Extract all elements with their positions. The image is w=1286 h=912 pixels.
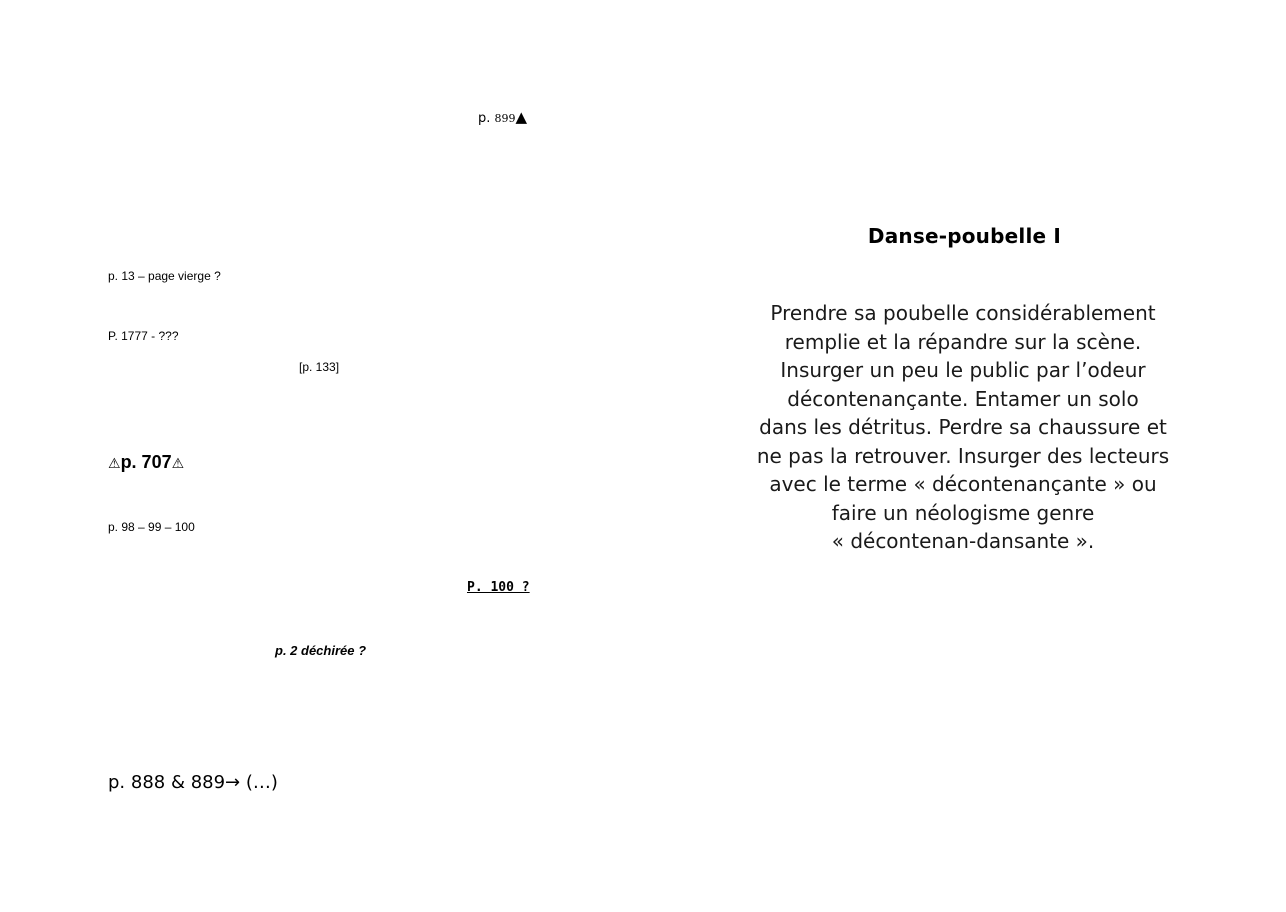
poem-title: Danse-poubelle I xyxy=(867,224,1062,248)
note-page-707 xyxy=(108,452,184,474)
right-page xyxy=(643,0,1286,912)
poem-line: « décontenan-dansante ». xyxy=(831,529,1095,553)
note-page-707-text: p. 707 xyxy=(120,452,172,472)
poem-line: remplie et la répandre sur la scène. xyxy=(784,329,1142,354)
note-page-100: P. 100 ? xyxy=(467,580,530,595)
poem-line: avec le terme « décontenançante » ou xyxy=(769,472,1157,496)
poem-line: Prendre sa poubelle considérablement xyxy=(770,301,1156,325)
poem-body xyxy=(743,299,1183,556)
warning-icon: ⚠ xyxy=(108,455,121,471)
note-page-899 xyxy=(478,108,527,127)
poem-line: faire un néologisme genre xyxy=(831,500,1095,525)
warning-icon: ⚠ xyxy=(171,455,185,471)
note-page-1777: P. 1777 - ??? xyxy=(108,329,179,343)
note-page-133: [p. 133] xyxy=(299,360,340,374)
triangle-up-icon: ▲ xyxy=(515,108,528,126)
poem-line: dans les détritus. Perdre sa chaussure et xyxy=(759,415,1167,439)
note-page-888-889: p. 888 & 889→ (…) xyxy=(108,772,278,793)
poem-line: décontenançante. Entamer un solo xyxy=(787,386,1139,411)
note-page-899-number: 899 xyxy=(494,112,516,125)
poem-line: Insurger un peu le public par l’odeur xyxy=(780,358,1146,382)
note-page-899-prefix: p. xyxy=(478,111,491,126)
note-page-98-99-100: p. 98 – 99 – 100 xyxy=(108,520,195,534)
note-page-2: p. 2 déchirée ? xyxy=(275,643,367,658)
poem-line: ne pas la retrouver. Insurger des lecteurs xyxy=(756,443,1170,468)
note-page-13: p. 13 – page vierge ? xyxy=(108,269,221,283)
